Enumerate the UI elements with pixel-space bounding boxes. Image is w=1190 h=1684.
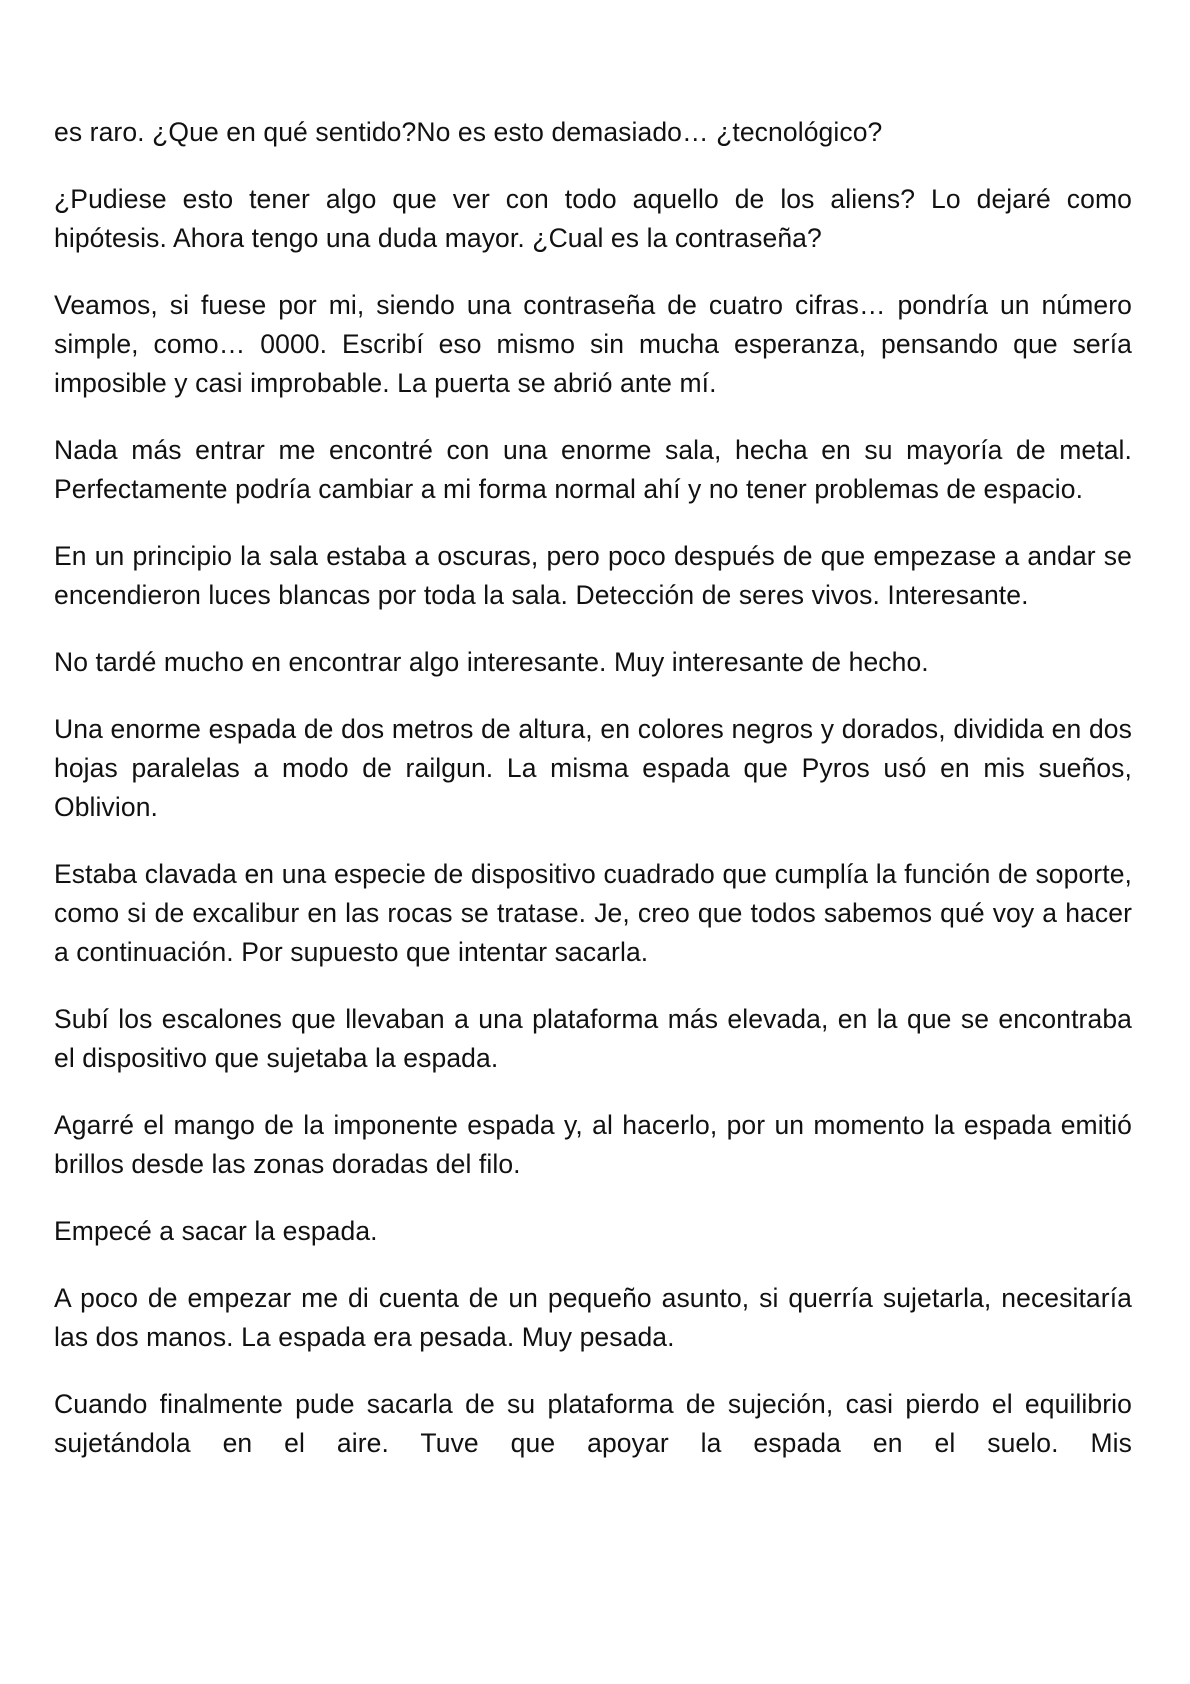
paragraph-4: Nada más entrar me encontré con una enorme sala, hecha en su mayoría de metal. Perfectamente podría cambiar a mi forma normal ahí y no tener problemas de espacio. [54,435,1132,504]
paragraph-6: No tardé mucho en encontrar algo interesante. Muy interesante de hecho. [54,647,929,677]
paragraph-3: Veamos, si fuese por mi, siendo una contraseña de cuatro cifras… pondría un número simple, como… 0000. Escribí eso mismo sin mucha esperanza, pensando que sería imposible y casi improbable. La puerta se abrió ante mí. [54,290,1132,398]
paragraph-1: es raro. ¿Que en qué sentido?No es esto demasiado… ¿tecnológico? [54,117,883,147]
document-page [54,113,1132,1491]
paragraph-2: ¿Pudiese esto tener algo que ver con todo aquello de los aliens? Lo dejaré como hipótesis. Ahora tengo una duda mayor. ¿Cual es la contraseña? [54,184,1132,253]
paragraph-8: Estaba clavada en una especie de dispositivo cuadrado que cumplía la función de soporte, como si de excalibur en las rocas se tratase. Je, creo que todos sabemos qué voy a hacer a continuación. Por supuesto que intentar sacarla. [54,859,1132,967]
paragraph-7: Una enorme espada de dos metros de altura, en colores negros y dorados, dividida en dos hojas paralelas a modo de railgun. La misma espada que Pyros usó en mis sueños, Oblivion. [54,714,1132,822]
paragraph-11: Empecé a sacar la espada. [54,1216,378,1246]
paragraph-13: Cuando finalmente pude sacarla de su plataforma de sujeción, casi pierdo el equilibrio sujetándola en el aire. Tuve que apoyar la espada en el suelo. Mis [54,1389,1132,1458]
paragraph-10: Agarré el mango de la imponente espada y, al hacerlo, por un momento la espada emitió brillos desde las zonas doradas del filo. [54,1110,1132,1179]
paragraph-9: Subí los escalones que llevaban a una plataforma más elevada, en la que se encontraba el dispositivo que sujetaba la espada. [54,1004,1132,1073]
paragraph-12: A poco de empezar me di cuenta de un pequeño asunto, si querría sujetarla, necesitaría las dos manos. La espada era pesada. Muy pesada. [54,1283,1132,1352]
paragraph-5: En un principio la sala estaba a oscuras, pero poco después de que empezase a andar se encendieron luces blancas por toda la sala. Detección de seres vivos. Interesante. [54,541,1132,610]
